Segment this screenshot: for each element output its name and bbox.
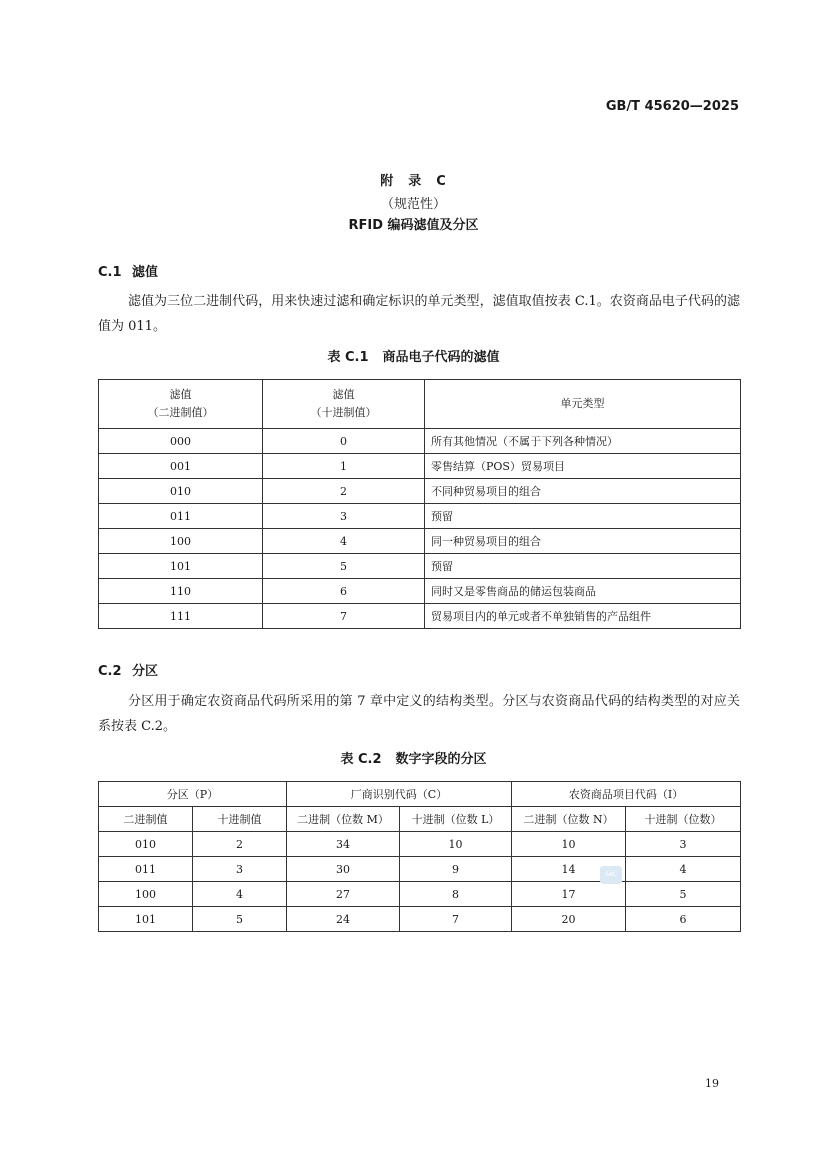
header-unit-type: 单元类型 — [425, 380, 741, 429]
table-cell: 5 — [193, 907, 287, 932]
header-company-prefix: 厂商识别代码（C） — [287, 782, 512, 807]
table-sub-header-row — [99, 807, 741, 832]
page-number: 19 — [705, 1077, 719, 1090]
section-title: 滤值 — [132, 265, 159, 280]
table-row — [99, 579, 741, 604]
table-header-row — [99, 380, 741, 429]
table-cell: 010 — [99, 832, 193, 857]
section-c2-paragraph: 分区用于确定农资商品代码所采用的第 7 章中定义的结构类型。分区与农资商品代码的结构类型的对应关系按表 C.2。 — [98, 694, 740, 734]
table-row — [99, 604, 741, 629]
annex-name: RFID 编码滤值及分区 — [348, 218, 479, 233]
table-cell: 7 — [400, 907, 512, 932]
cell-type: 同时又是零售商品的储运包装商品 — [425, 579, 741, 604]
header-item-reference: 农资商品项目代码（I） — [512, 782, 741, 807]
cell-type: 所有其他情况（不属于下列各种情况） — [425, 429, 741, 454]
section-title: 分区 — [132, 664, 159, 679]
table-cell: 101 — [99, 907, 193, 932]
cell-type: 贸易项目内的单元或者不单独销售的产品组件 — [425, 604, 741, 629]
table-cell: 2 — [193, 832, 287, 857]
table-cell: 8 — [400, 882, 512, 907]
cell-decimal: 5 — [263, 554, 425, 579]
cell-binary: 001 — [99, 454, 263, 479]
section-c1-paragraph: 滤值为三位二进制代码，用来快速过滤和确定标识的单元类型，滤值取值按表 C.1。农资商品电子代码的滤值为 011。 — [98, 294, 740, 334]
section-number: C.2 — [98, 664, 122, 679]
header-binary-filter — [99, 380, 263, 429]
table-row — [99, 907, 741, 932]
table-row — [99, 479, 741, 504]
cell-decimal: 0 — [263, 429, 425, 454]
sub-header: 二进制（位数 N） — [512, 807, 626, 832]
table-row — [99, 454, 741, 479]
table-cell: 3 — [626, 832, 741, 857]
header-line: 滤值 — [169, 388, 192, 401]
table-caption-number: 表 C.2 — [340, 752, 382, 767]
table-cell: 27 — [287, 882, 400, 907]
table-row — [99, 504, 741, 529]
filter-value-table — [98, 379, 741, 629]
annex-type: （规范性） — [380, 197, 446, 212]
table-row — [99, 857, 741, 882]
table-c1-caption — [0, 346, 827, 365]
standard-code: GB/T 45620—2025 — [605, 99, 739, 114]
cell-binary: 011 — [99, 504, 263, 529]
table-caption-number: 表 C.1 — [327, 350, 369, 365]
cell-binary: 100 — [99, 529, 263, 554]
watermark-logo: SAC — [600, 866, 622, 884]
table-caption-title: 数字字段的分区 — [395, 752, 487, 767]
header-line: 滤值 — [332, 388, 355, 401]
table-cell: 30 — [287, 857, 400, 882]
table-row — [99, 882, 741, 907]
cell-binary: 000 — [99, 429, 263, 454]
table-row — [99, 429, 741, 454]
cell-decimal: 2 — [263, 479, 425, 504]
table-cell: 4 — [626, 857, 741, 882]
cell-binary: 101 — [99, 554, 263, 579]
table-c2-caption — [0, 748, 827, 767]
sub-header: 二进制值 — [99, 807, 193, 832]
table-cell: 20 — [512, 907, 626, 932]
sub-header: 十进制（位数 L） — [400, 807, 512, 832]
table-cell: 17 — [512, 882, 626, 907]
section-c1-heading — [98, 261, 158, 280]
sub-header: 十进制值 — [193, 807, 287, 832]
cell-decimal: 1 — [263, 454, 425, 479]
table-cell: 34 — [287, 832, 400, 857]
table-cell: 14 — [512, 857, 626, 882]
cell-decimal: 7 — [263, 604, 425, 629]
cell-type: 预留 — [425, 504, 741, 529]
table-cell: 100 — [99, 882, 193, 907]
cell-binary: 111 — [99, 604, 263, 629]
section-c2-heading — [98, 660, 158, 679]
sub-header: 二进制（位数 M） — [287, 807, 400, 832]
cell-type: 预留 — [425, 554, 741, 579]
table-row — [99, 529, 741, 554]
header-line: （二进制值） — [147, 406, 214, 419]
sub-header: 十进制（位数） — [626, 807, 741, 832]
cell-decimal: 3 — [263, 504, 425, 529]
cell-decimal: 6 — [263, 579, 425, 604]
table-group-header-row — [99, 782, 741, 807]
cell-type: 同一种贸易项目的组合 — [425, 529, 741, 554]
table-cell: 9 — [400, 857, 512, 882]
cell-binary: 010 — [99, 479, 263, 504]
cell-type: 零售结算（POS）贸易项目 — [425, 454, 741, 479]
cell-binary: 110 — [99, 579, 263, 604]
header-partition: 分区（P） — [99, 782, 287, 807]
table-cell: 10 — [512, 832, 626, 857]
table-cell: 4 — [193, 882, 287, 907]
table-row — [99, 832, 741, 857]
table-cell: 24 — [287, 907, 400, 932]
table-cell: 3 — [193, 857, 287, 882]
partition-table — [98, 781, 741, 932]
header-line: （十进制值） — [310, 406, 377, 419]
table-row — [99, 554, 741, 579]
cell-decimal: 4 — [263, 529, 425, 554]
table-cell: 011 — [99, 857, 193, 882]
table-cell: 5 — [626, 882, 741, 907]
annex-title: 附 录 C — [380, 174, 447, 189]
cell-type: 不同种贸易项目的组合 — [425, 479, 741, 504]
table-cell: 10 — [400, 832, 512, 857]
header-decimal-filter — [263, 380, 425, 429]
table-cell: 6 — [626, 907, 741, 932]
section-number: C.1 — [98, 265, 122, 280]
table-caption-title: 商品电子代码的滤值 — [382, 350, 500, 365]
